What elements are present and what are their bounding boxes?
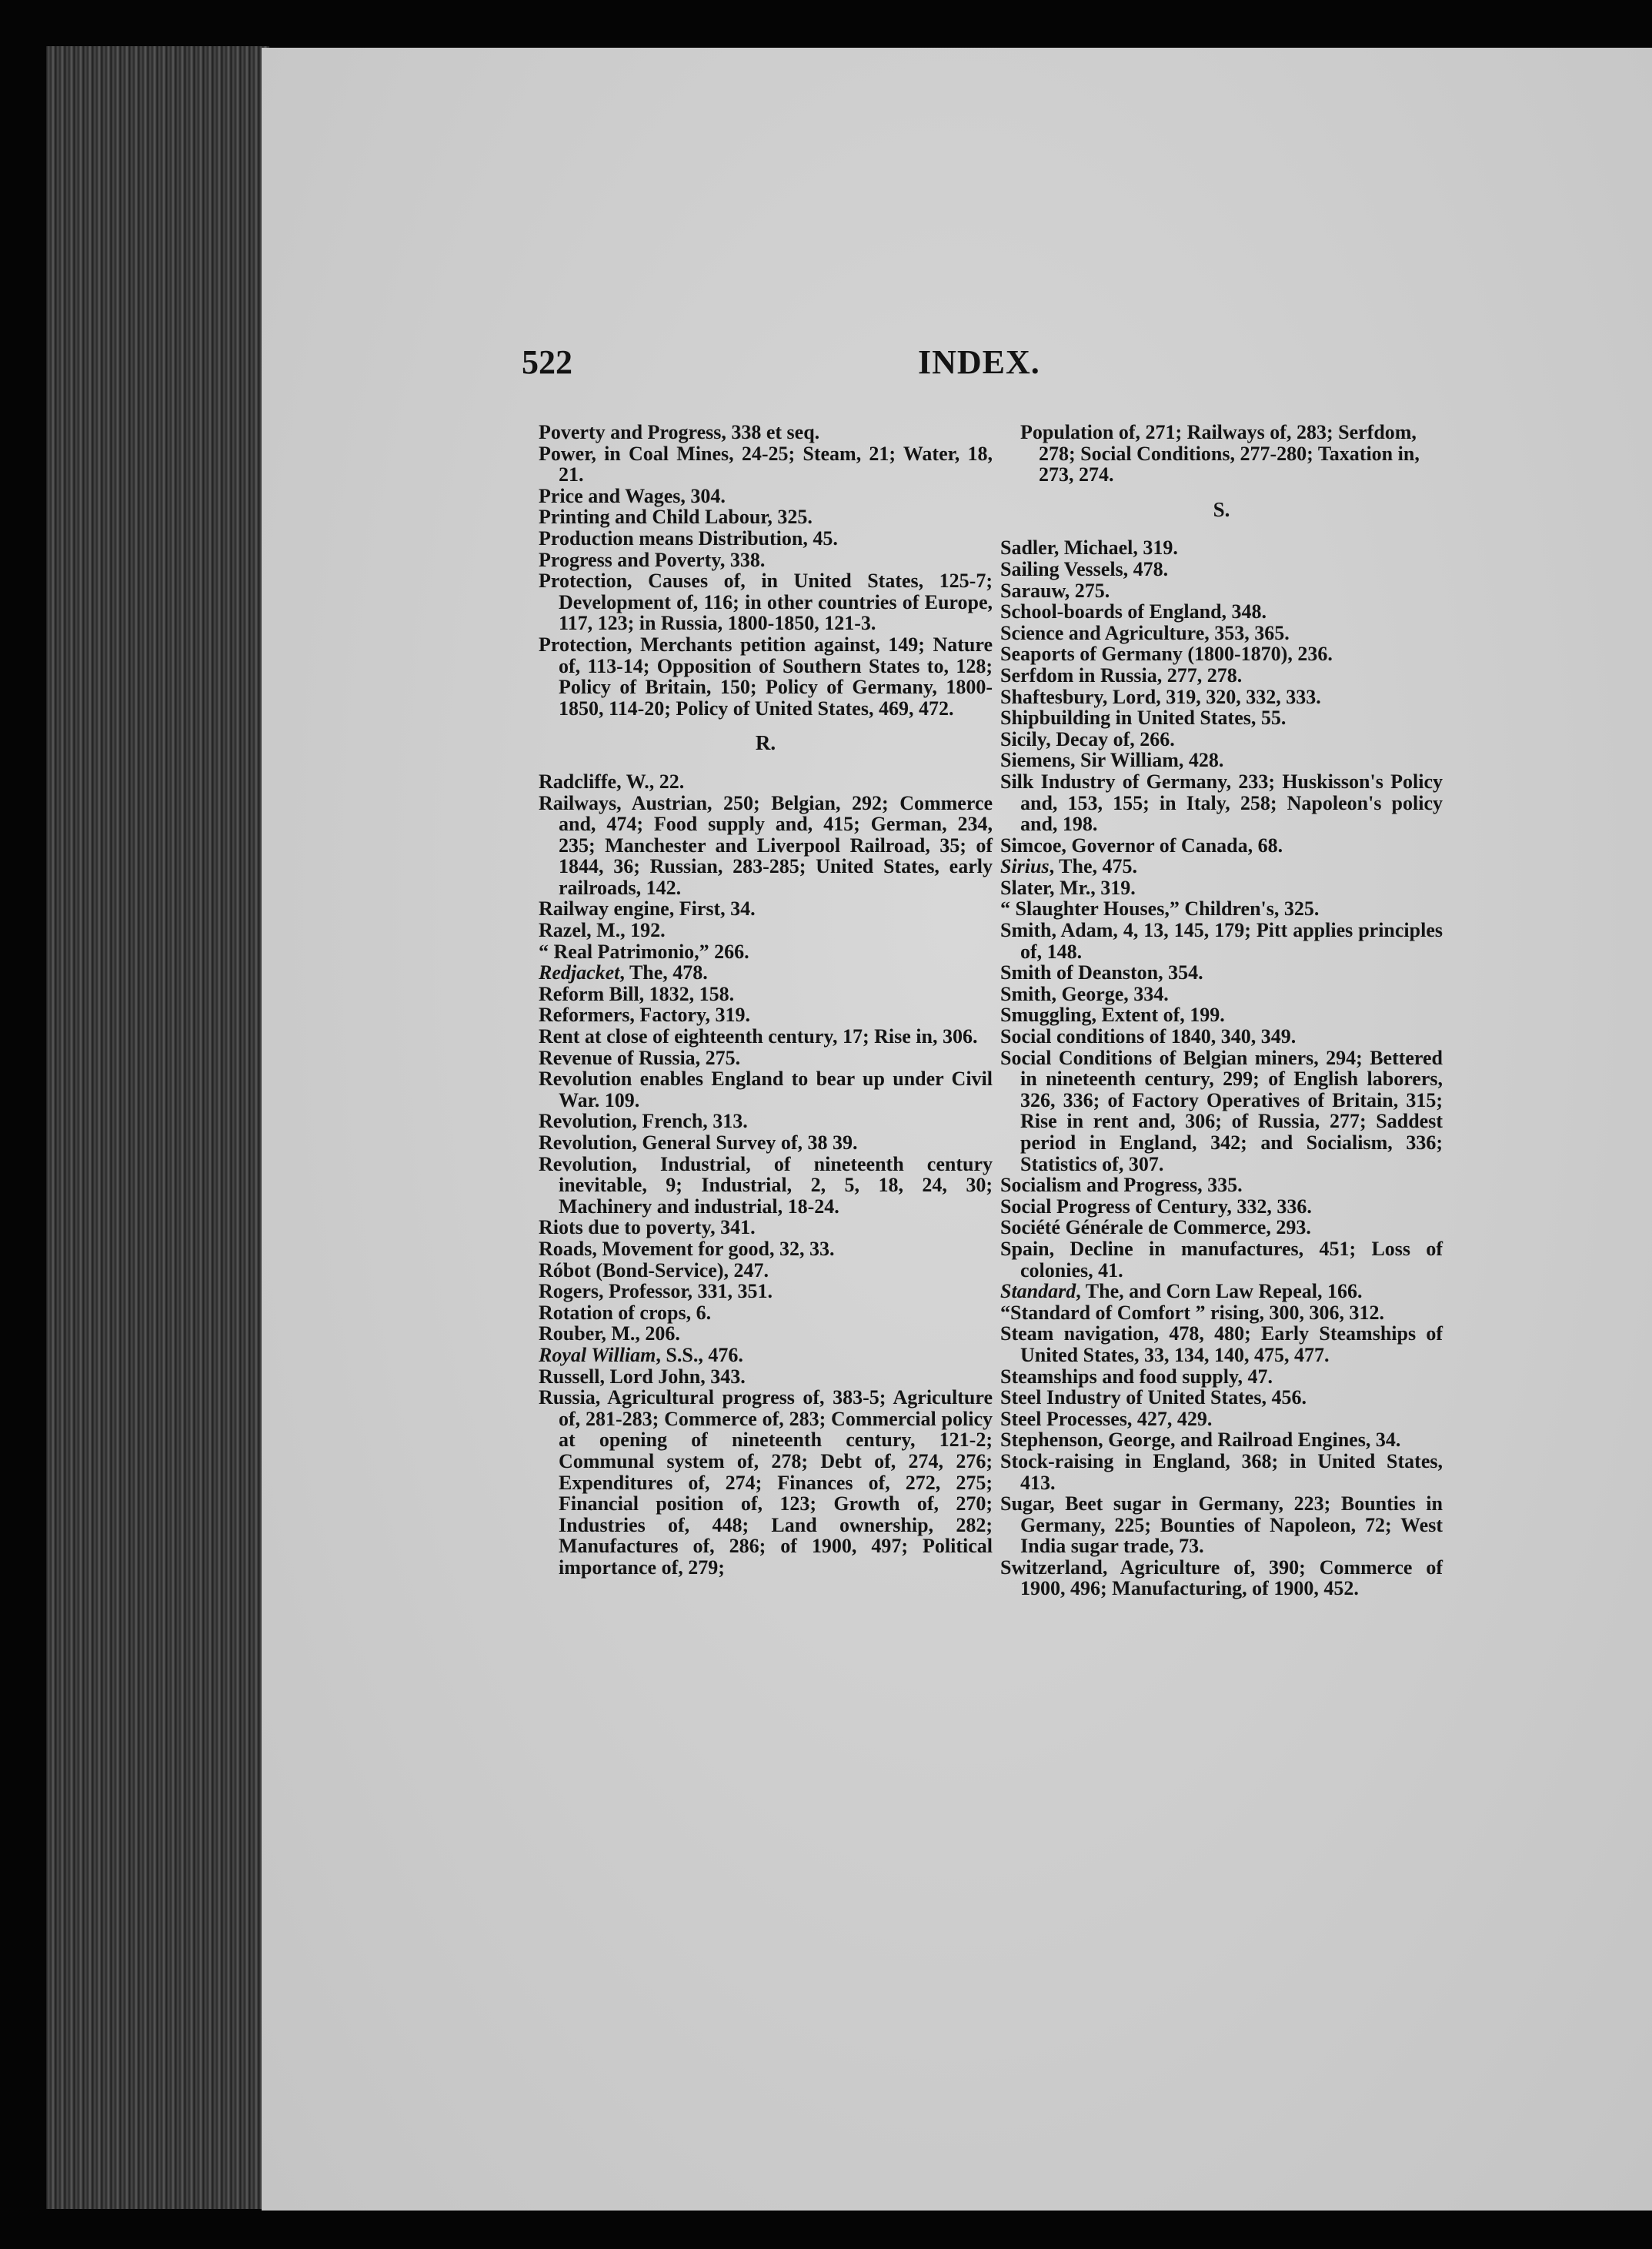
index-entry: Switzerland, Agriculture of, 390; Commerce of 1900, 496; Manufacturing, of 1900, 452. [1000, 1556, 1443, 1600]
index-entry: Revolution enables England to bear up under Civil War. 109. [539, 1068, 993, 1111]
index-entry: Shaftesbury, Lord, 319, 320, 332, 333. [1000, 685, 1321, 708]
index-entry: Sadler, Michael, 319. [1000, 536, 1178, 560]
index-entry-continuation: Population of, 271; Railways of, 283; Serfdom, 278; Social Conditions, 277-280; Taxation in, 273, 274. [1020, 421, 1420, 486]
index-entry: Radcliffe, W., 22. [539, 770, 685, 793]
index-entry: Steel Processes, 427, 429. [1000, 1407, 1213, 1430]
index-entry-text: , The, 475. [1049, 855, 1137, 878]
index-entry: Science and Agriculture, 353, 365. [1000, 621, 1290, 644]
index-entry: Steam navigation, 478, 480; Early Steamships of United States, 33, 134, 140, 475, 477. [1000, 1322, 1443, 1366]
index-entry: Smith of Deanston, 354. [1000, 961, 1203, 984]
index-entry: Riots due to poverty, 341. [539, 1216, 756, 1239]
index-entry: Serfdom in Russia, 277, 278. [1000, 663, 1243, 687]
index-entry-title: Sirius [1000, 855, 1050, 878]
index-entry: Sailing Vessels, 478. [1000, 557, 1169, 580]
index-entry: Revolution, Industrial, of nineteenth century inevitable, 9; Industrial, 2, 5, 18, 24, 30; Machinery and industrial, 18-24. [539, 1152, 993, 1218]
index-entry: Sicily, Decay of, 266. [1000, 727, 1175, 750]
index-entry [1000, 1281, 1443, 1302]
index-entry: Smith, George, 334. [1000, 982, 1169, 1005]
index-entry: Slater, Mr., 319. [1000, 876, 1136, 899]
index-entry: Sarauw, 275. [1000, 579, 1110, 602]
index-entry: Poverty and Progress, 338 et seq. [539, 421, 820, 443]
index-entry: Social conditions of 1840, 340, 349. [1000, 1025, 1297, 1048]
index-entry: Russell, Lord John, 343. [539, 1365, 746, 1388]
index-entry: Revenue of Russia, 275. [539, 1046, 741, 1069]
index-entry: Russia, Agricultural progress of, 383-5; Agriculture of, 281-283; Commerce of, 283; Commercial policy at opening of nineteenth century, 121-2; Communal system of, 278; Debt of, 274, 276; Expenditures of, 274; Finances of, 272, 275; Financial position of, 123; Growth of, 270; Industries of, 448; Land ownership, 282; Manufactures of, 286; of 1900, 497; Political importance of, 279; [539, 1386, 993, 1579]
index-entry-title: Royal William [539, 1343, 656, 1366]
index-entry: Protection, Causes of, in United States, 125-7; Development of, 116; in other countries of Europe, 117, 123; in Russia, 1800-1850, 121-3. [539, 570, 993, 635]
index-entry: Price and Wages, 304. [539, 484, 726, 507]
index-entry: Reform Bill, 1832, 158. [539, 982, 735, 1005]
index-entry: “Standard of Comfort ” rising, 300, 306, 312. [1000, 1301, 1385, 1324]
index-entry: Shipbuilding in United States, 55. [1000, 707, 1287, 730]
index-entry-title: Standard [1000, 1280, 1076, 1303]
index-entry-title: Redjacket [539, 961, 620, 984]
index-entry [1000, 856, 1443, 877]
index-entry: Power, in Coal Mines, 24-25; Steam, 21; Water, 18, 21. [539, 442, 993, 486]
index-entry: Reformers, Factory, 319. [539, 1004, 751, 1027]
index-entry: Roads, Movement for good, 32, 33. [539, 1237, 835, 1260]
index-entry: School-boards of England, 348. [1000, 600, 1267, 623]
index-entry: “ Slaughter Houses,” Children's, 325. [1000, 897, 1320, 921]
page-header [522, 343, 1460, 404]
index-entry: Rogers, Professor, 331, 351. [539, 1280, 773, 1303]
index-entry: Socialism and Progress, 335. [1000, 1174, 1243, 1197]
page-title: INDEX. [918, 343, 1040, 381]
index-entry: Spain, Decline in manufactures, 451; Loss of colonies, 41. [1000, 1237, 1443, 1282]
index-entry: Smith, Adam, 4, 13, 145, 179; Pitt applies principles of, 148. [1000, 919, 1443, 963]
index-entry: Printing and Child Labour, 325. [539, 506, 813, 529]
index-entry: Simcoe, Governor of Canada, 68. [1000, 834, 1283, 857]
index-entry: Steel Industry of United States, 456. [1000, 1386, 1307, 1409]
index-entry [539, 1345, 993, 1366]
index-entry: Stephenson, George, and Railroad Engines, 34. [1000, 1429, 1401, 1452]
section-letter: R. [755, 731, 776, 755]
index-entry: Revolution, French, 313. [539, 1110, 748, 1133]
index-entry: Siemens, Sir William, 428. [1000, 749, 1224, 772]
index-column-left [539, 422, 993, 1578]
index-entry: Stock-raising in England, 368; in United States, 413. [1000, 1449, 1443, 1494]
index-entry: Rotation of crops, 6. [539, 1301, 712, 1324]
index-entry: Sugar, Beet sugar in Germany, 223; Bounties in Germany, 225; Bounties of Napoleon, 72; West India sugar trade, 73. [1000, 1492, 1443, 1558]
index-entry: Steamships and food supply, 47. [1000, 1365, 1273, 1388]
index-entry: Société Générale de Commerce, 293. [1000, 1216, 1311, 1239]
index-entry: Smuggling, Extent of, 199. [1000, 1004, 1225, 1027]
index-entry: Protection, Merchants petition against, 149; Nature of, 113-14; Opposition of Southern States to, 128; Policy of Britain, 150; Policy of Germany, 1800-1850, 114-20; Policy of United States, 469, 472. [539, 633, 993, 720]
page-number: 522 [522, 343, 572, 381]
index-entry-text: , The, 478. [619, 961, 708, 984]
index-entry [539, 962, 993, 984]
index-entry: Revolution, General Survey of, 38 39. [539, 1131, 858, 1154]
index-entry: Rent at close of eighteenth century, 17; Rise in, 306. [539, 1025, 978, 1048]
index-entry: Social Progress of Century, 332, 336. [1000, 1195, 1312, 1218]
index-entry: Róbot (Bond-Service), 247. [539, 1258, 769, 1282]
index-entry: Social Conditions of Belgian miners, 294; Bettered in nineteenth century, 299; of English laborers, 326, 336; of Factory Operatives of Britain, 315; Rise in rent and, 306; of Russia, 277; Saddest period in England, 342; and Socialism, 336; Statistics of, 307. [1000, 1046, 1443, 1175]
index-column-right [1000, 422, 1443, 1599]
index-entry-text: , S.S., 476. [656, 1343, 743, 1366]
index-entry: “ Real Patrimonio,” 266. [539, 940, 749, 963]
book-page-edge [46, 46, 269, 2209]
index-entry: Rouber, M., 206. [539, 1322, 680, 1345]
index-entry: Seaports of Germany (1800-1870), 236. [1000, 643, 1333, 666]
index-entry: Razel, M., 192. [539, 919, 666, 942]
index-entry-text: , The, and Corn Law Repeal, 166. [1076, 1280, 1363, 1303]
index-entry: Silk Industry of Germany, 233; Huskisson's Policy and, 153, 155; in Italy, 258; Napoleon's policy and, 198. [1000, 770, 1443, 836]
index-entry: Production means Distribution, 45. [539, 526, 838, 550]
index-entry: Railways, Austrian, 250; Belgian, 292; Commerce and, 474; Food supply and, 415; German, 234, 235; Manchester and Liverpool Railroad, 35; of 1844, 36; Russian, 283-285; United States, early railroads, 142. [539, 791, 993, 899]
section-letter: S. [1213, 497, 1230, 521]
index-entry: Railway engine, First, 34. [539, 897, 756, 921]
index-entry: Progress and Poverty, 338. [539, 548, 766, 571]
